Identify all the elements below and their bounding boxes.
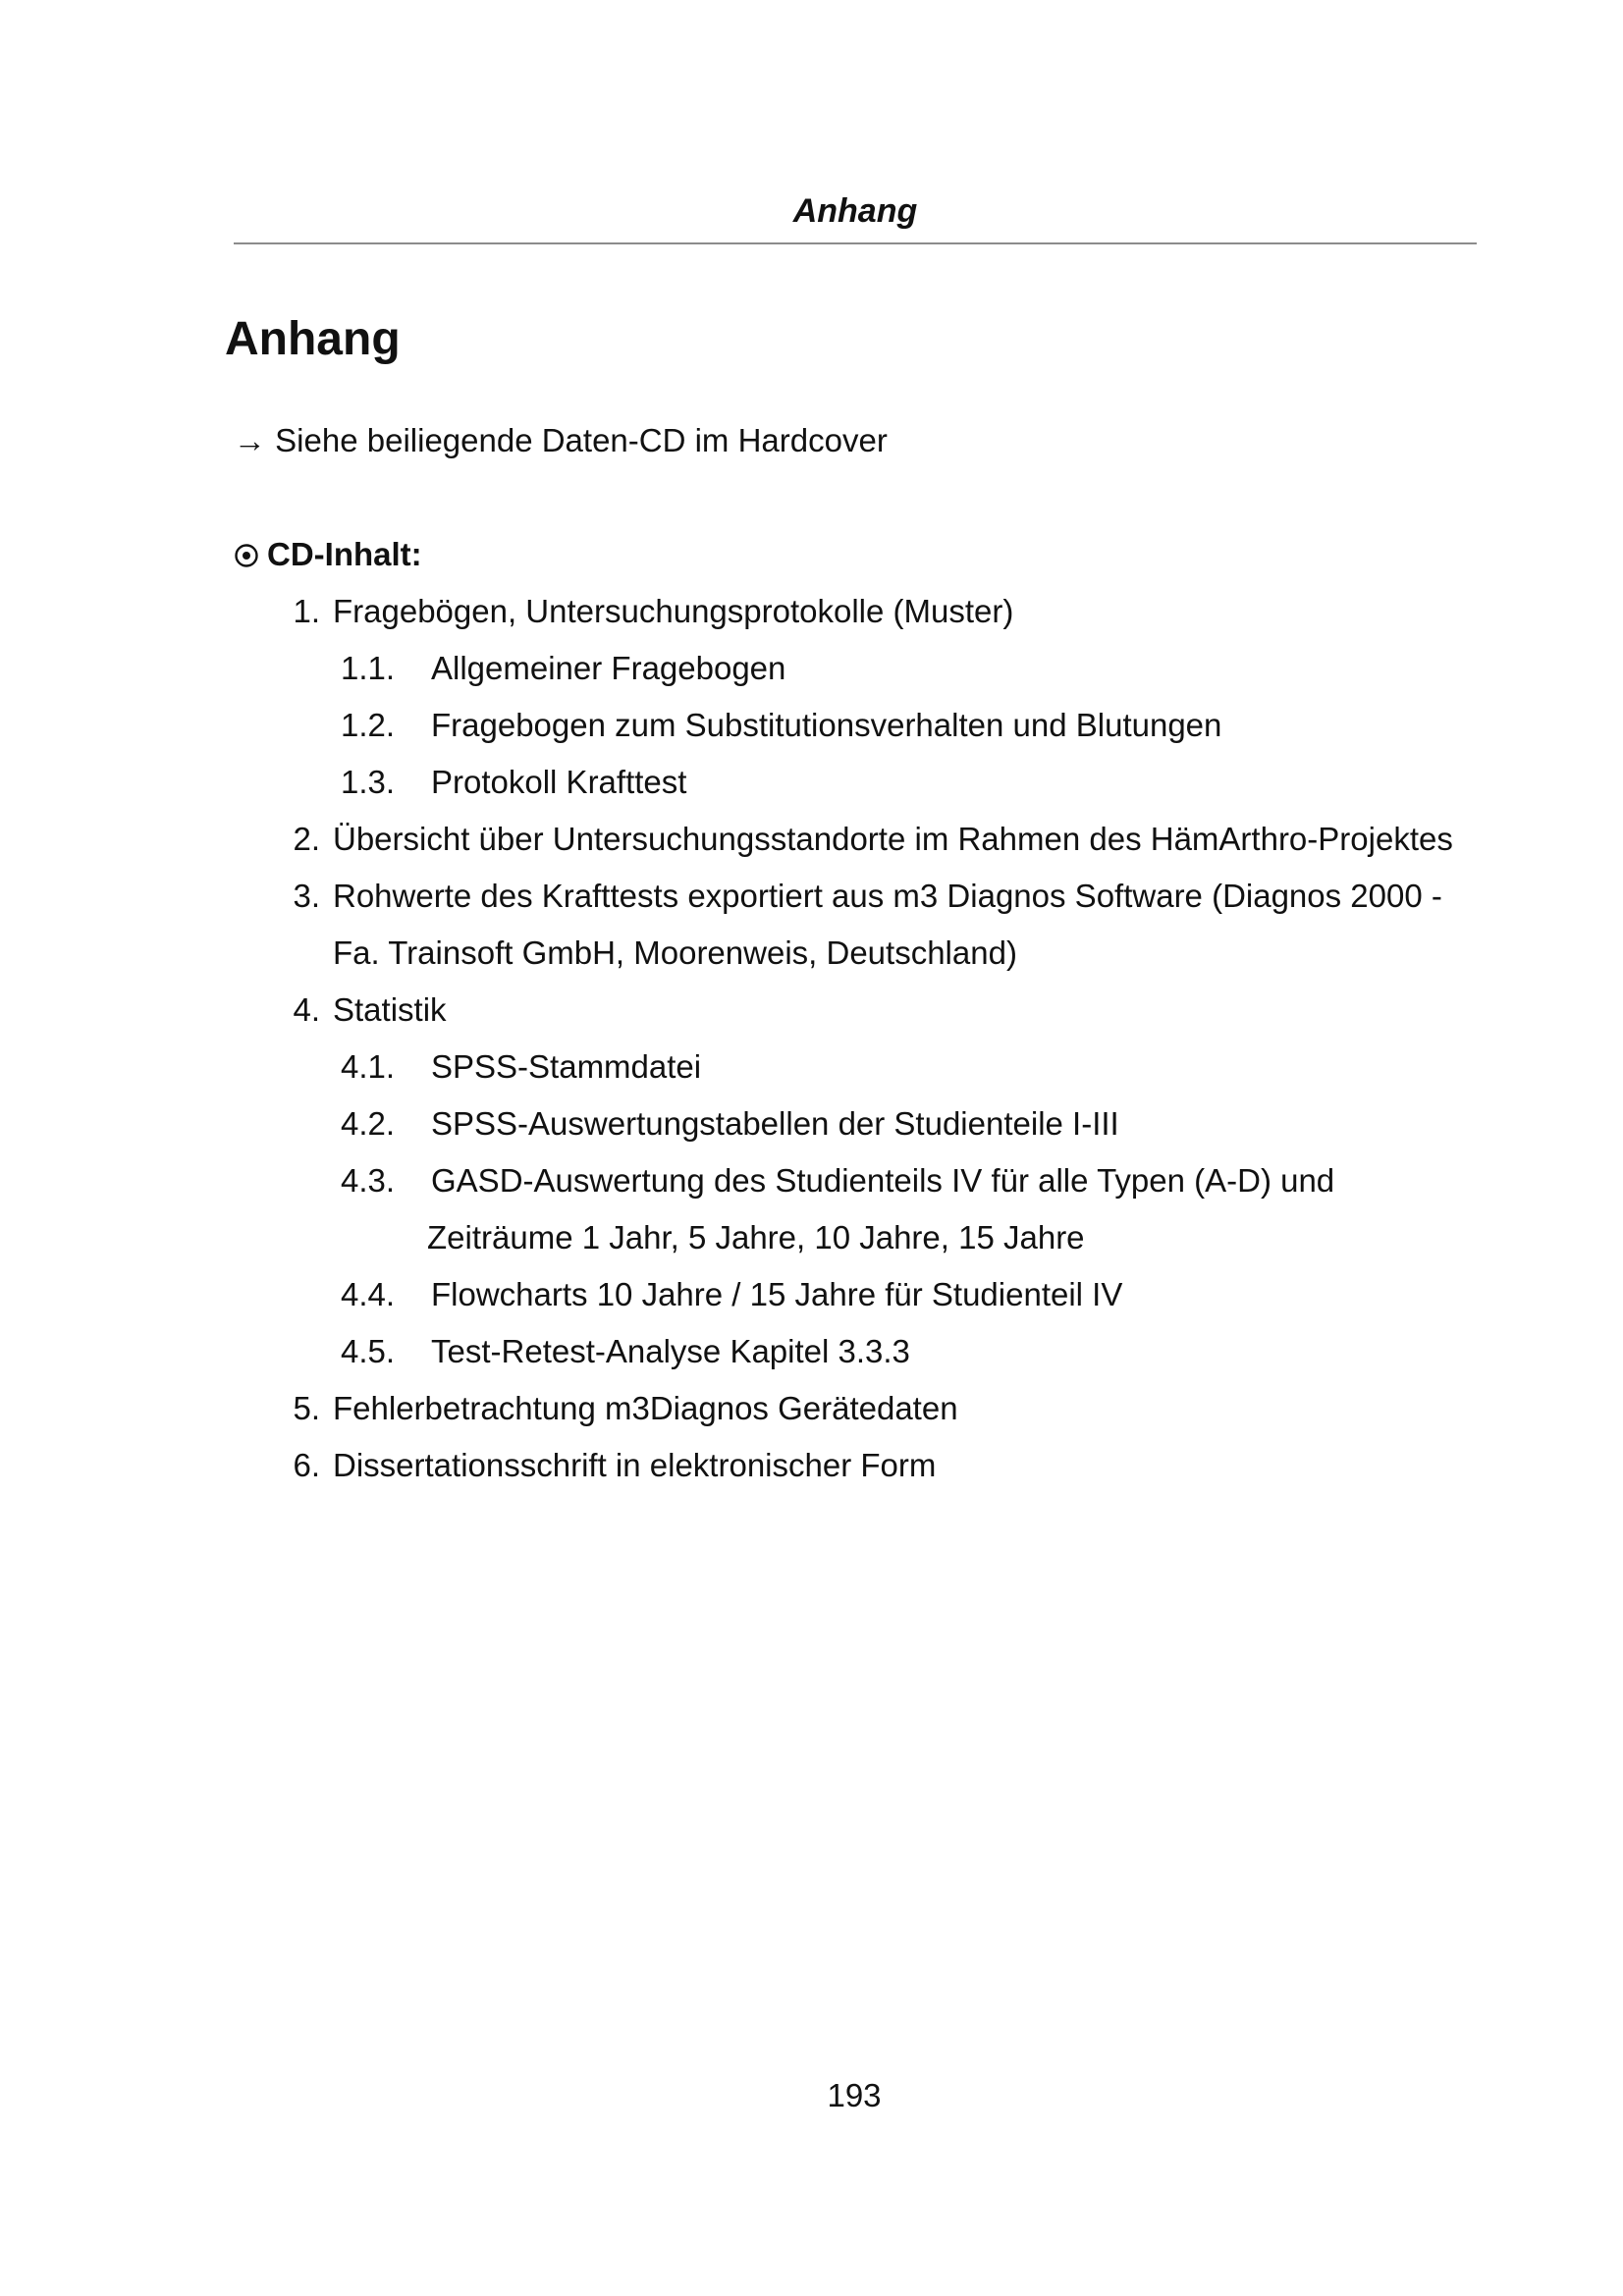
item-number: 4.4. <box>341 1276 396 1312</box>
item-text: Test-Retest-Analyse Kapitel 3.3.3 <box>431 1333 910 1369</box>
item-text: Allgemeiner Fragebogen <box>431 650 786 686</box>
item-text: Statistik <box>333 991 447 1028</box>
item-number: 1. <box>293 593 320 629</box>
item-text: SPSS-Stammdatei <box>431 1048 702 1085</box>
item-number: 1.2. <box>341 707 396 743</box>
item-text: Protokoll Krafttest <box>431 764 687 800</box>
item-text: Fragebogen zum Substitutionsverhalten und Blutungen <box>431 707 1222 743</box>
item-number: 1.1. <box>341 650 396 686</box>
item-text: Zeiträume 1 Jahr, 5 Jahre, 10 Jahre, 15 Jahre <box>427 1219 1085 1255</box>
item-number: 5. <box>293 1390 320 1426</box>
page-heading: Anhang <box>225 313 401 365</box>
item-text: Fa. Trainsoft GmbH, Moorenweis, Deutschland) <box>333 934 1017 971</box>
item-text: Übersicht über Untersuchungsstandorte im Rahmen des HämArthro-Projektes <box>333 821 1453 857</box>
item-text: SPSS-Auswertungstabellen der Studienteile I-III <box>431 1105 1119 1142</box>
item-text: Dissertationsschrift in elektronischer Form <box>333 1447 937 1483</box>
item-number: 6. <box>293 1447 320 1483</box>
item-text: Rohwerte des Krafttests exportiert aus m3 Diagnos Software (Diagnos 2000 - <box>333 878 1442 914</box>
item-number: 4.2. <box>341 1105 396 1142</box>
item-number: 2. <box>293 821 320 857</box>
cd-note: → Siehe beiliegende Daten-CD im Hardcover <box>234 422 888 458</box>
item-text: Fragebögen, Untersuchungsprotokolle (Muster) <box>333 593 1014 629</box>
item-text: Fehlerbetrachtung m3Diagnos Gerätedaten <box>333 1390 958 1426</box>
item-text: GASD-Auswertung des Studienteils IV für alle Typen (A-D) und <box>431 1162 1335 1199</box>
cd-contents-label <box>234 536 422 573</box>
item-number: 4.3. <box>341 1162 396 1199</box>
running-header: Anhang <box>792 192 918 230</box>
item-number: 3. <box>293 878 320 914</box>
item-text: Flowcharts 10 Jahre / 15 Jahre für Studienteil IV <box>431 1276 1123 1312</box>
item-number: 4.5. <box>341 1333 396 1369</box>
circle-dot-icon <box>234 543 259 568</box>
item-number: 1.3. <box>341 764 396 800</box>
item-number: 4.1. <box>341 1048 396 1085</box>
cd-contents-label-text: CD-Inhalt: <box>267 536 422 572</box>
page-number: 193 <box>827 2077 882 2113</box>
header-rule <box>234 242 1477 244</box>
item-number: 4. <box>293 991 320 1028</box>
